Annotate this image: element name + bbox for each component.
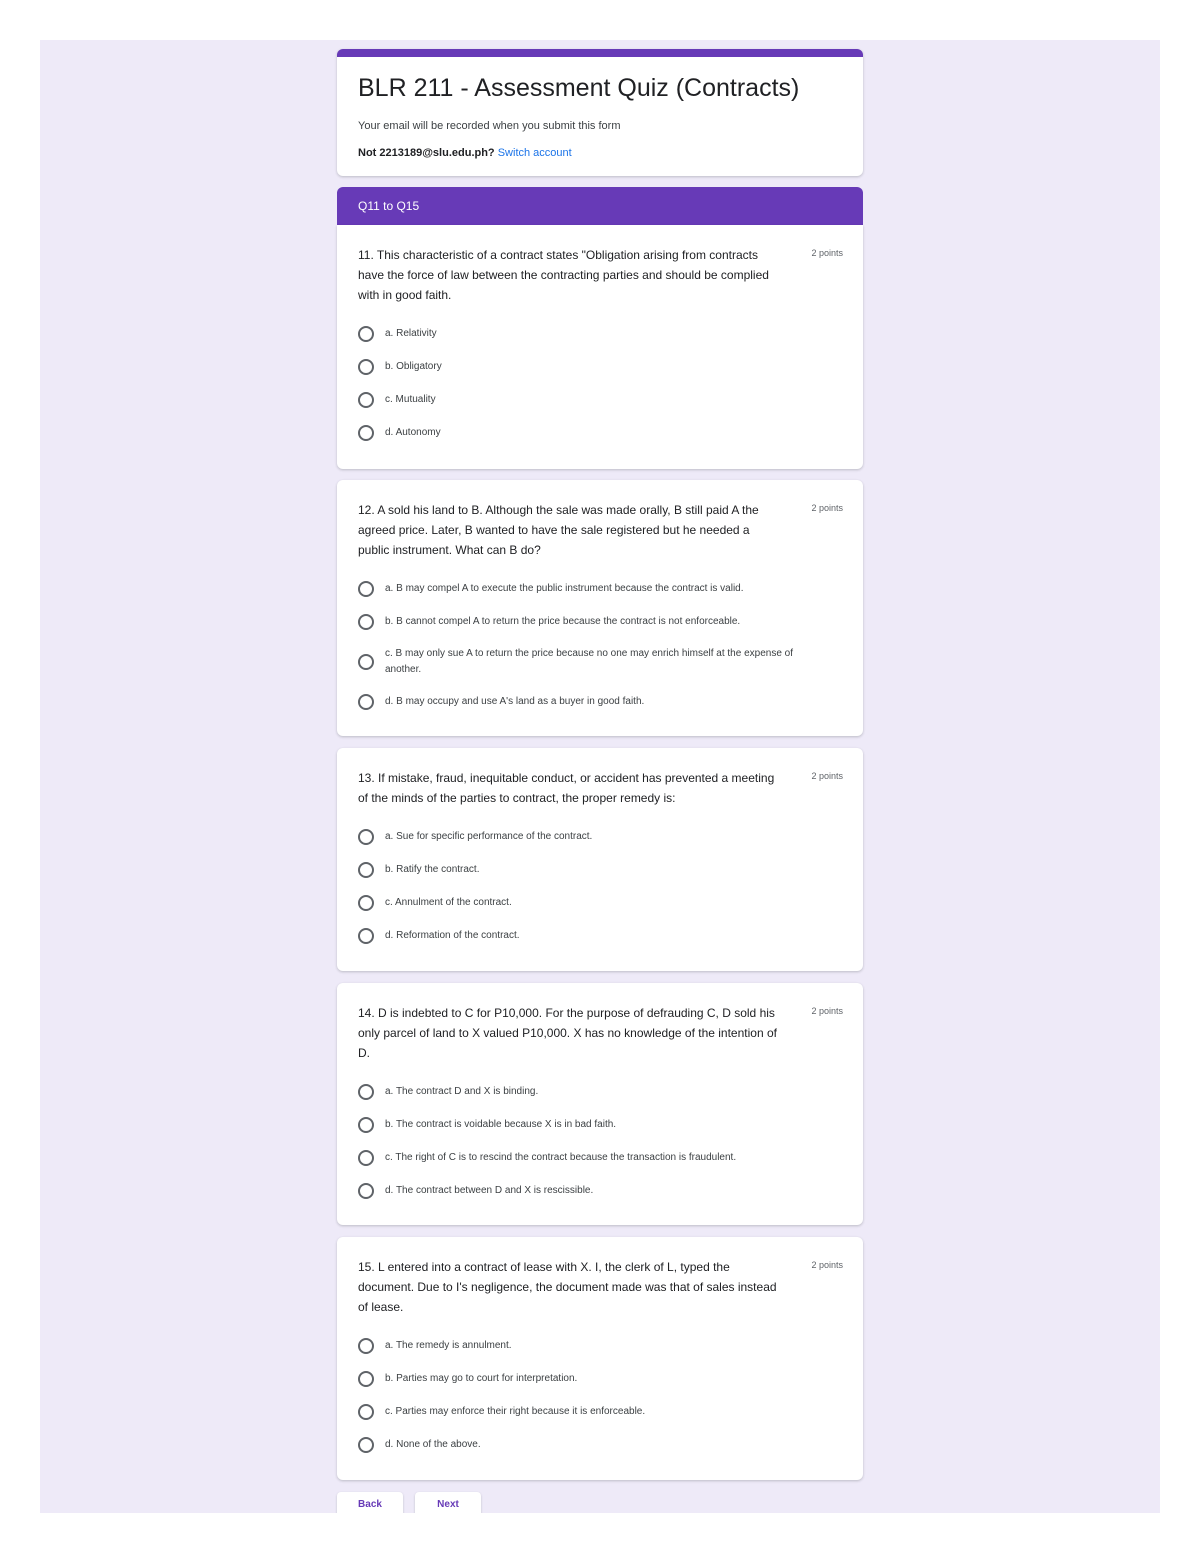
- radio-button[interactable]: [358, 1183, 374, 1199]
- radio-button[interactable]: [358, 1117, 374, 1133]
- option-q14-d[interactable]: [358, 1182, 843, 1200]
- email-recorded-notice: Your email will be recorded when you submit this form: [358, 120, 621, 132]
- radio-button[interactable]: [358, 1371, 374, 1387]
- radio-button[interactable]: [358, 694, 374, 710]
- option-q11-c[interactable]: [358, 391, 843, 409]
- option-list: [358, 828, 843, 945]
- question-text: 15. L entered into a contract of lease with X. I, the clerk of L, typed the document. Due to I's negligence, the document made was that of sales instead of lease.: [358, 1260, 777, 1314]
- option-label: b. B cannot compel A to return the price because the contract is not enforceable.: [385, 616, 741, 627]
- option-q15-c[interactable]: [358, 1403, 843, 1421]
- question-card-15: [337, 1237, 863, 1480]
- option-q11-a[interactable]: [358, 325, 843, 343]
- form-title: BLR 211 - Assessment Quiz (Contracts): [358, 74, 800, 102]
- question-points: 2 points: [811, 1260, 843, 1270]
- option-label: a. Sue for specific performance of the contract.: [385, 831, 593, 842]
- radio-button[interactable]: [358, 425, 374, 441]
- option-label: c. Parties may enforce their right because it is enforceable.: [385, 1406, 646, 1417]
- option-label: d. None of the above.: [385, 1439, 481, 1450]
- option-q14-c[interactable]: [358, 1149, 843, 1167]
- question-points: 2 points: [811, 248, 843, 258]
- account-email: Not 2213189@slu.edu.ph?: [358, 147, 495, 159]
- question-text: 13. If mistake, fraud, inequitable conduct, or accident has prevented a meeting of the minds of the parties to contract, the proper remedy is:: [358, 771, 775, 805]
- radio-button[interactable]: [358, 614, 374, 630]
- radio-button[interactable]: [358, 1437, 374, 1453]
- radio-button[interactable]: [358, 862, 374, 878]
- option-q12-c[interactable]: [358, 646, 843, 678]
- switch-account-link[interactable]: Switch account: [497, 147, 572, 159]
- question-card-13: [337, 748, 863, 971]
- option-label: b. Parties may go to court for interpretation.: [385, 1373, 578, 1384]
- radio-button[interactable]: [358, 326, 374, 342]
- option-q14-a[interactable]: [358, 1083, 843, 1101]
- option-q15-d[interactable]: [358, 1436, 843, 1454]
- form-background: [40, 40, 1160, 1513]
- option-label: a. B may compel A to execute the public instrument because the contract is valid.: [385, 583, 744, 594]
- option-label: c. Mutuality: [385, 394, 436, 405]
- option-label: b. Ratify the contract.: [385, 864, 480, 875]
- question-card-14: [337, 983, 863, 1225]
- option-label: d. The contract between D and X is rescissible.: [385, 1185, 594, 1196]
- radio-button[interactable]: [358, 359, 374, 375]
- option-label: d. Autonomy: [385, 427, 441, 438]
- radio-button[interactable]: [358, 654, 374, 670]
- option-label: a. Relativity: [385, 328, 437, 339]
- question-text: 11. This characteristic of a contract states "Obligation arising from contracts have the force of law between the contracting parties and should be complied with in good faith.: [358, 248, 769, 302]
- option-q15-a[interactable]: [358, 1337, 843, 1355]
- option-list: [358, 325, 843, 442]
- question-card-12: [337, 480, 863, 736]
- option-label: d. Reformation of the contract.: [385, 930, 520, 941]
- radio-button[interactable]: [358, 1338, 374, 1354]
- radio-button[interactable]: [358, 1404, 374, 1420]
- option-q15-b[interactable]: [358, 1370, 843, 1388]
- option-q14-b[interactable]: [358, 1116, 843, 1134]
- option-label: b. The contract is voidable because X is in bad faith.: [385, 1119, 617, 1130]
- option-label: a. The contract D and X is binding.: [385, 1086, 539, 1097]
- option-q13-a[interactable]: [358, 828, 843, 846]
- option-label: b. Obligatory: [385, 361, 442, 372]
- question-points: 2 points: [811, 1006, 843, 1016]
- question-card-11: [337, 225, 863, 469]
- question-points: 2 points: [811, 771, 843, 781]
- radio-button[interactable]: [358, 392, 374, 408]
- option-label: d. B may occupy and use A's land as a buyer in good faith.: [385, 696, 645, 707]
- option-label: c. Annulment of the contract.: [385, 897, 512, 908]
- option-label: a. The remedy is annulment.: [385, 1340, 512, 1351]
- option-q12-b[interactable]: [358, 613, 843, 631]
- form-header-card: [337, 49, 863, 176]
- next-button[interactable]: Next: [415, 1492, 481, 1513]
- option-label: c. The right of C is to rescind the contract because the transaction is fraudulent.: [385, 1152, 737, 1163]
- option-list: [358, 1083, 843, 1200]
- question-points: 2 points: [811, 503, 843, 513]
- option-q12-a[interactable]: [358, 580, 843, 598]
- option-label: c. B may only sue A to return the price because no one may enrich himself at the expense of another.: [385, 648, 794, 675]
- option-list: [358, 1337, 843, 1454]
- radio-button[interactable]: [358, 928, 374, 944]
- option-q13-b[interactable]: [358, 861, 843, 879]
- account-line: [358, 146, 842, 160]
- option-q13-c[interactable]: [358, 894, 843, 912]
- radio-button[interactable]: [358, 1150, 374, 1166]
- radio-button[interactable]: [358, 829, 374, 845]
- back-button[interactable]: Back: [337, 1492, 403, 1513]
- section-header: Q11 to Q15: [337, 187, 863, 225]
- option-q11-d[interactable]: [358, 424, 843, 442]
- option-list: [358, 580, 843, 711]
- radio-button[interactable]: [358, 581, 374, 597]
- option-q12-d[interactable]: [358, 693, 843, 711]
- option-q11-b[interactable]: [358, 358, 843, 376]
- question-text: 12. A sold his land to B. Although the sale was made orally, B still paid A the agreed price. Later, B wanted to have the sale registered but he needed a public instrument. What can B do?: [358, 503, 759, 557]
- radio-button[interactable]: [358, 895, 374, 911]
- question-text: 14. D is indebted to C for P10,000. For the purpose of defrauding C, D sold his only parcel of land to X valued P10,000. X has no knowledge of the intention of D.: [358, 1006, 777, 1060]
- radio-button[interactable]: [358, 1084, 374, 1100]
- option-q13-d[interactable]: [358, 927, 843, 945]
